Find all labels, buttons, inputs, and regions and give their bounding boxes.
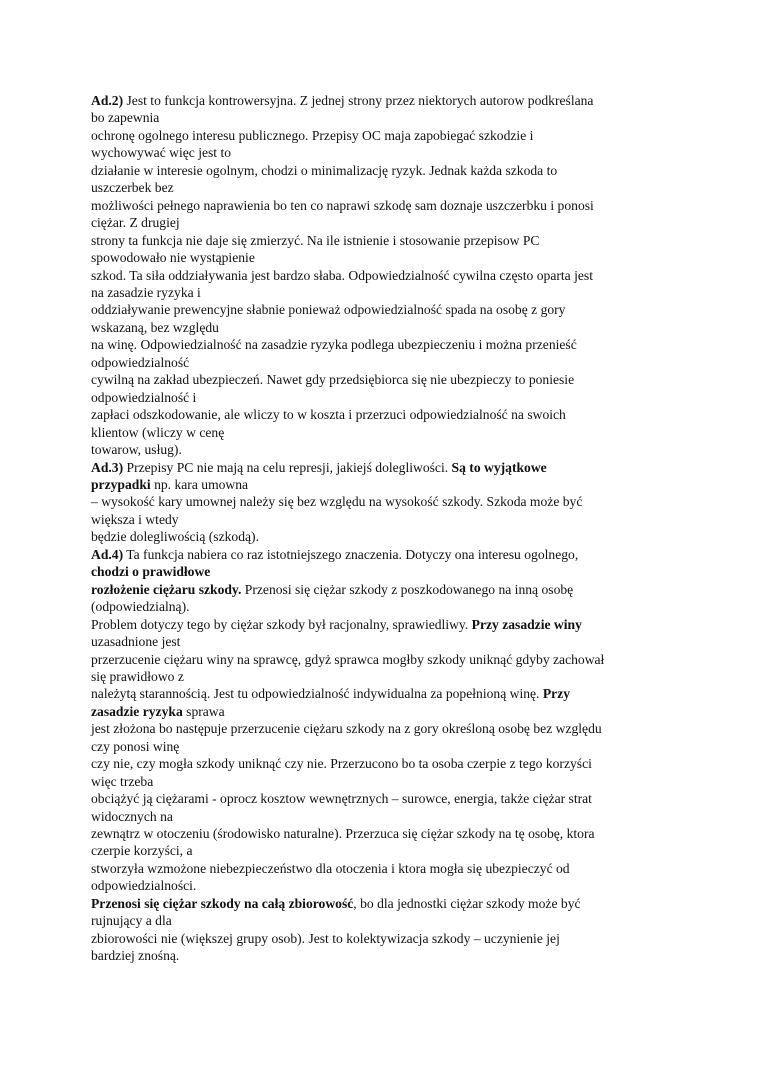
- text-line: [91, 214, 671, 231]
- text-segment: , bo dla jednostki ciężar szkody może być: [353, 895, 581, 911]
- text-segment: czy ponosi winę: [91, 738, 180, 754]
- bold-text-segment: Przy zasadzie winy: [471, 616, 582, 632]
- text-segment: oddziaływanie prewencyjne słabnie ponieważ odpowiedzialność spada na osobę z gory: [91, 302, 566, 318]
- text-segment: widocznych na: [91, 808, 173, 824]
- text-segment: możliwości pełnego naprawienia bo ten co naprawi szkodę sam doznaje uszczerbku i ponosi: [91, 197, 594, 213]
- text-line: [91, 441, 671, 458]
- text-segment: odpowiedzialność i: [91, 389, 197, 405]
- text-segment: szkod. Ta siła oddziaływania jest bardzo słaba. Odpowiedzialność cywilna często oparta jest: [91, 267, 593, 283]
- text-segment: odpowiedzialność: [91, 354, 190, 370]
- text-segment: strony ta funkcja nie daje się zmierzyć. Na ile istnienie i stosowanie przepisow PC: [91, 232, 540, 248]
- text-line: [91, 459, 671, 476]
- text-segment: (odpowiedzialną).: [91, 599, 190, 615]
- text-line: [91, 895, 671, 912]
- text-segment: ciężar. Z drugiej: [91, 215, 180, 231]
- text-line: [91, 528, 671, 545]
- text-line: [91, 808, 671, 825]
- text-segment: uzasadnione jest: [91, 634, 181, 650]
- text-line: [91, 825, 671, 842]
- text-line: [91, 336, 671, 353]
- text-line: [91, 930, 671, 947]
- text-segment: przerzucenie ciężaru winy na sprawcę, gdyż sprawca mogłby szkody uniknąć gdyby zachował: [91, 651, 605, 667]
- text-line: [91, 598, 671, 615]
- text-segment: zapłaci odszkodowanie, ale wliczy to w koszta i przerzuci odpowiedzialność na swoich: [91, 407, 566, 423]
- text-segment: wychowywać więc jest to: [91, 145, 232, 161]
- text-line: [91, 493, 671, 510]
- text-line: [91, 476, 671, 493]
- text-segment: – wysokość kary umownej należy się bez względu na wysokość szkody. Szkoda może być: [91, 494, 583, 510]
- text-segment: zewnątrz w otoczeniu (środowisko naturalne). Przerzuca się ciężar szkody na tę osobę, ktora: [91, 826, 595, 842]
- text-segment: np. kara umowna: [150, 476, 249, 492]
- text-segment: Przenosi się ciężar szkody z poszkodowanego na inną osobę: [241, 581, 574, 597]
- document-body: [91, 92, 671, 965]
- text-segment: uszczerbek bez: [91, 180, 174, 196]
- text-segment: spowodowało nie wystąpienie: [91, 250, 255, 266]
- text-line: [91, 703, 671, 720]
- text-segment: należytą starannością. Jest tu odpowiedzialność indywidualna za popełnioną winę.: [91, 686, 543, 702]
- bold-text-segment: zasadzie ryzyka: [91, 703, 183, 719]
- bold-text-segment: Ad.2): [91, 93, 124, 108]
- text-segment: rujnujący a dla: [91, 913, 172, 929]
- text-line: [91, 563, 671, 580]
- text-segment: bardziej znośną.: [91, 948, 180, 964]
- text-segment: obciążyć ją ciężarami - oprocz kosztow wewnętrznych – surowce, energia, także ciężar strat: [91, 791, 592, 807]
- text-line: [91, 109, 671, 126]
- text-line: [91, 755, 671, 772]
- text-line: [91, 389, 671, 406]
- text-line: [91, 371, 671, 388]
- text-line: [91, 406, 671, 423]
- text-line: [91, 267, 671, 284]
- text-segment: czerpie korzyści, a: [91, 843, 193, 859]
- text-segment: Problem dotyczy tego by ciężar szkody był racjonalny, sprawiedliwy.: [91, 616, 472, 632]
- text-segment: więc trzeba: [91, 773, 154, 789]
- text-segment: na zasadzie ryzyka i: [91, 284, 201, 300]
- text-line: [91, 720, 671, 737]
- text-segment: klientow (wliczy w cenę: [91, 424, 225, 440]
- text-segment: towarow, usług).: [91, 442, 182, 458]
- text-line: [91, 912, 671, 929]
- text-segment: Przepisy PC nie mają na celu represji, jakiejś dolegliwości.: [123, 459, 452, 475]
- text-segment: cywilną na zakład ubezpieczeń. Nawet gdy przedsiębiorca się nie ubezpieczy to poniesie: [91, 372, 575, 388]
- text-line: [91, 947, 671, 964]
- text-line: [91, 633, 671, 650]
- text-line: [91, 546, 671, 563]
- text-line: [91, 92, 671, 109]
- text-segment: stworzyła wzmożone niebezpieczeństwo dla otoczenia i ktora mogła się ubezpieczyć od: [91, 860, 570, 876]
- text-line: [91, 232, 671, 249]
- text-line: [91, 127, 671, 144]
- bold-text-segment: Są to wyjątkowe: [451, 459, 547, 475]
- text-line: [91, 738, 671, 755]
- text-segment: ochronę ogolnego interesu publicznego. Przepisy OC maja zapobiegać szkodzie i: [91, 127, 534, 143]
- bold-text-segment: Przy: [542, 686, 571, 702]
- text-segment: większa i wtedy: [91, 511, 179, 527]
- text-segment: jest złożona bo następuje przerzucenie ciężaru szkody na z gory określoną osobę bez względu: [91, 721, 602, 737]
- text-line: [91, 144, 671, 161]
- text-line: [91, 685, 671, 702]
- text-line: [91, 842, 671, 859]
- text-line: [91, 197, 671, 214]
- bold-text-segment: przypadki: [91, 476, 151, 492]
- text-line: [91, 651, 671, 668]
- bold-text-segment: rozłożenie ciężaru szkody.: [91, 581, 242, 597]
- text-line: [91, 162, 671, 179]
- text-segment: odpowiedzialności.: [91, 878, 197, 894]
- text-line: [91, 860, 671, 877]
- text-line: [91, 581, 671, 598]
- text-segment: Jest to funkcja kontrowersyjna. Z jednej strony przez niektorych autorow podkreślana: [123, 93, 594, 108]
- text-line: [91, 877, 671, 894]
- text-segment: na winę. Odpowiedzialność na zasadzie ryzyka podlega ubezpieczeniu i można przenieść: [91, 337, 577, 353]
- text-line: [91, 424, 671, 441]
- text-line: [91, 319, 671, 336]
- text-line: [91, 249, 671, 266]
- text-line: [91, 790, 671, 807]
- bold-text-segment: chodzi o prawidłowe: [91, 564, 211, 580]
- text-line: [91, 668, 671, 685]
- text-segment: działanie w interesie ogolnym, chodzi o minimalizację ryzyk. Jednak każda szkoda to: [91, 162, 558, 178]
- bold-text-segment: Ad.3): [91, 459, 124, 475]
- text-segment: bo zapewnia: [91, 110, 160, 126]
- text-segment: Ta funkcja nabiera co raz istotniejszego znaczenia. Dotyczy ona interesu ogolnego,: [123, 546, 579, 562]
- text-line: [91, 301, 671, 318]
- text-line: [91, 773, 671, 790]
- text-segment: sprawa: [182, 703, 225, 719]
- text-line: [91, 616, 671, 633]
- text-segment: czy nie, czy mogła szkody uniknąć czy nie. Przerzucono bo ta osoba czerpie z tego korzyści: [91, 756, 592, 772]
- text-segment: się prawidłowo z: [91, 668, 184, 684]
- bold-text-segment: Ad.4): [91, 546, 124, 562]
- text-segment: będzie dolegliwością (szkodą).: [91, 529, 259, 545]
- text-line: [91, 284, 671, 301]
- text-line: [91, 354, 671, 371]
- text-segment: wskazaną, bez względu: [91, 319, 219, 335]
- text-line: [91, 511, 671, 528]
- text-segment: zbiorowości nie (większej grupy osob). Jest to kolektywizacja szkody – uczynienie jej: [91, 930, 560, 946]
- text-line: [91, 179, 671, 196]
- bold-text-segment: Przenosi się ciężar szkody na całą zbiorowość: [91, 895, 354, 911]
